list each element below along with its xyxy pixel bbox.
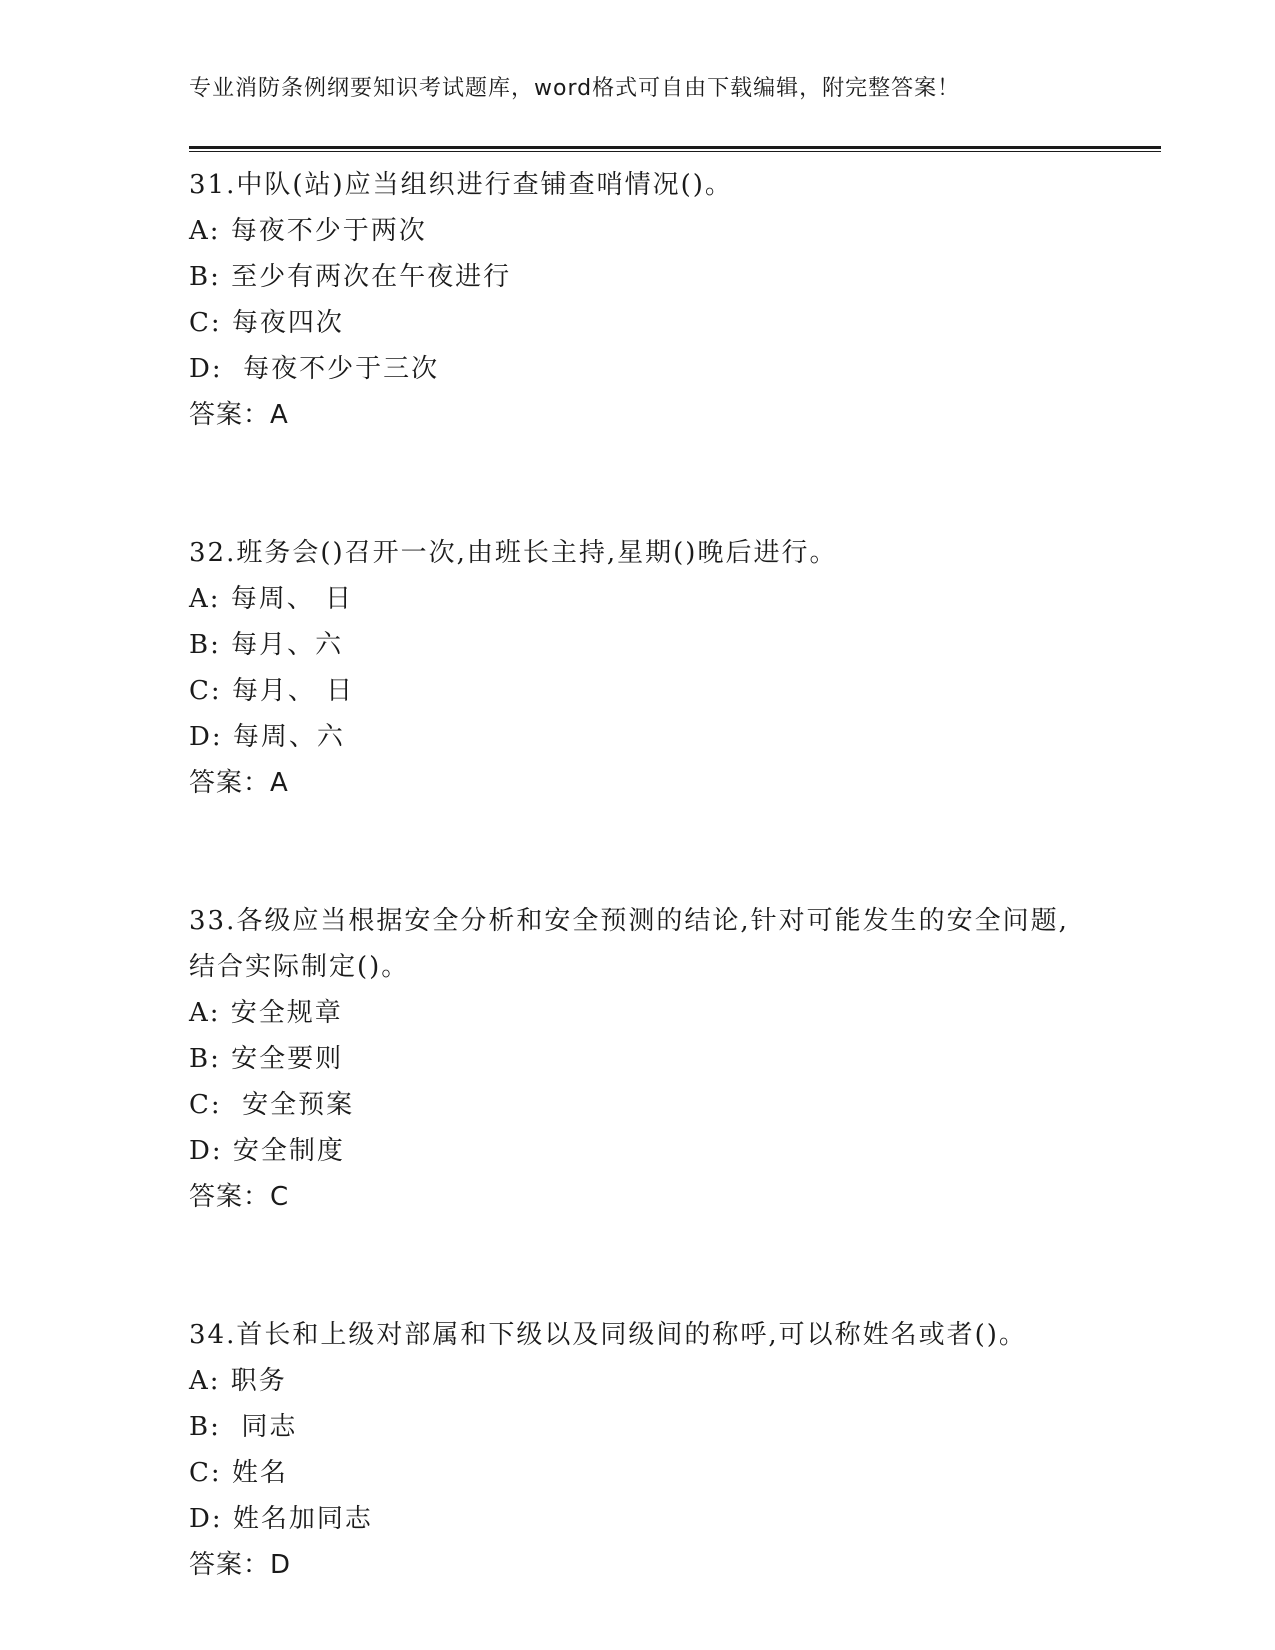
option-b: B: 同志 — [189, 1412, 298, 1442]
option-c: C: 安全预案 — [189, 1090, 355, 1120]
question-text: 34.首长和上级对部属和下级以及同级间的称呼,可以称姓名或者()。 — [189, 1320, 1027, 1350]
option-a: A: 每周、 日 — [189, 584, 354, 614]
option-b: B: 每月、六 — [189, 630, 344, 660]
answer: 答案：A — [189, 400, 289, 430]
question-list — [189, 162, 1069, 1588]
question-text: 33.各级应当根据安全分析和安全预测的结论,针对可能发生的安全问题,结合实际制定()。 — [189, 906, 1069, 982]
option-d: D: 每夜不少于三次 — [189, 354, 440, 384]
header-divider-thin — [189, 151, 1161, 152]
page-header: 专业消防条例纲要知识考试题库，word格式可自由下载编辑，附完整答案！ — [189, 76, 961, 101]
option-d: D: 姓名加同志 — [189, 1504, 373, 1534]
option-a: A: 职务 — [189, 1366, 287, 1396]
option-c: C: 每夜四次 — [189, 308, 344, 338]
option-d: D: 每周、六 — [189, 722, 345, 752]
answer: 答案：C — [189, 1182, 290, 1212]
question-text: 31.中队(站)应当组织进行查铺查哨情况()。 — [189, 170, 733, 200]
question-34 — [189, 1312, 1069, 1588]
answer: 答案：D — [189, 1550, 292, 1580]
option-c: C: 每月、 日 — [189, 676, 355, 706]
option-b: B: 至少有两次在午夜进行 — [189, 262, 512, 292]
question-31 — [189, 162, 1069, 438]
option-d: D: 安全制度 — [189, 1136, 345, 1166]
question-32 — [189, 530, 1069, 806]
answer: 答案：A — [189, 768, 289, 798]
option-a: A: 安全规章 — [189, 998, 343, 1028]
question-spacer — [189, 806, 1069, 898]
question-33 — [189, 898, 1069, 1220]
question-spacer — [189, 438, 1069, 530]
option-a: A: 每夜不少于两次 — [189, 216, 427, 246]
question-spacer — [189, 1220, 1069, 1312]
question-text: 32.班务会()召开一次,由班长主持,星期()晚后进行。 — [189, 538, 838, 568]
option-b: B: 安全要则 — [189, 1044, 344, 1074]
option-c: C: 姓名 — [189, 1458, 288, 1488]
header-divider-thick — [189, 146, 1161, 149]
